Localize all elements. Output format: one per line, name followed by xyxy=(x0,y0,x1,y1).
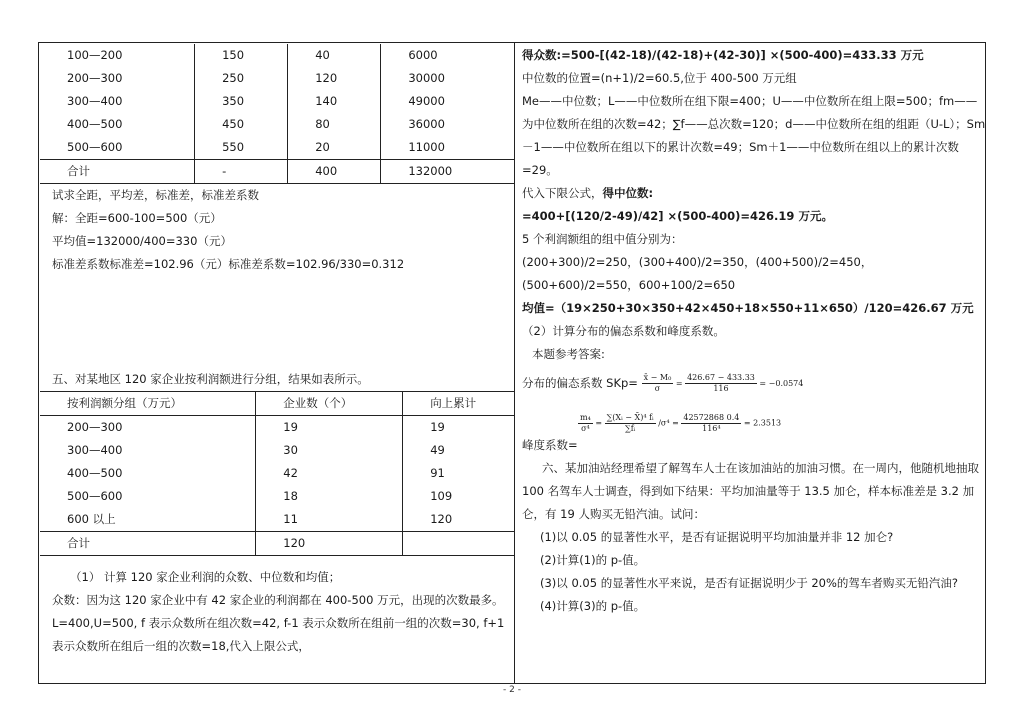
income-table-cell: 49000 xyxy=(381,90,514,113)
profit-table-total-cell: 合计 xyxy=(40,532,256,556)
median-definitions: Me——中位数；L——中位数所在组下限=400；U——中位数所在组上限=500；fm——为中位数所在组的次数=42；∑f——总次数=120；d——中位数所在组的组距（U-L）；Sm－1——中位数所在组以下的累计次数=49；Sm＋1——中位数所在组以上的累计次数=29。 xyxy=(522,94,986,177)
income-table-cell: 20 xyxy=(288,136,381,160)
median-position: 中位数的位置=(n+1)/2=60.5,位于 400-500 万元组 xyxy=(522,71,797,85)
income-table-cell: 30000 xyxy=(381,67,514,90)
column-divider xyxy=(514,42,515,684)
profit-table-cell: 300—400 xyxy=(67,443,123,457)
profit-table-total-cell: 120 xyxy=(256,532,403,556)
income-table-row xyxy=(40,67,514,90)
profit-table-total-row xyxy=(40,532,514,556)
profit-table-header-cell: 向上累计 xyxy=(403,392,514,416)
income-table-row xyxy=(40,90,514,113)
income-table-cell: 40 xyxy=(288,44,381,67)
income-table-cell: 100—200 xyxy=(67,48,123,62)
profit-table-cell: 400—500 xyxy=(67,466,123,480)
income-table-row xyxy=(40,136,514,160)
solution-line: 解：全距=600-100=500（元） xyxy=(52,211,222,225)
profit-table-header-cell: 企业数（个） xyxy=(256,392,403,416)
income-table-row xyxy=(40,44,514,67)
income-table-cell: 6000 xyxy=(381,44,514,67)
kurtosis-label: 峰度系数= xyxy=(522,437,578,452)
mode-result: 得众数:=500-[(42-18)/(42-18)+(42-30)] ×(500-400)=433.33 万元 xyxy=(522,48,924,62)
income-table-cell: 36000 xyxy=(381,113,514,136)
reference-answer-label: 本题参考答案: xyxy=(532,347,605,361)
income-table-total-cell: 400 xyxy=(288,160,381,184)
profit-table-row xyxy=(40,485,514,508)
income-table-cell: 250 xyxy=(195,67,288,90)
solution-line: 标准差系数标准差=102.96（元）标准差系数=102.96/330=0.312 xyxy=(52,257,405,271)
profit-table-header-cell: 按利润额分组（万元） xyxy=(40,392,256,416)
page-number: - 2 - xyxy=(503,685,521,695)
income-table-cell: 450 xyxy=(195,113,288,136)
solution-line: 试求全距，平均差，标准差，标准差系数 xyxy=(52,188,259,202)
income-table-cell: 500—600 xyxy=(67,140,123,154)
question-6-item: (3)以 0.05 的显著性水平来说，是否有证据说明少于 20%的驾车者购买无铅汽油? xyxy=(540,575,959,590)
mean-result: 均值=（19×250+30×350+42×450+18×550+11×650）/120=426.67 万元 xyxy=(522,301,974,315)
profit-table xyxy=(40,391,514,556)
solution-line: 平均值=132000/400=330（元） xyxy=(52,234,232,248)
profit-table-total-cell xyxy=(403,532,514,556)
income-table-cell: 200—300 xyxy=(67,71,123,85)
income-table xyxy=(40,44,514,184)
income-table-cell: 11000 xyxy=(381,136,514,160)
profit-table-cell: 18 xyxy=(256,485,403,508)
profit-table-cell: 42 xyxy=(256,462,403,485)
skewness-line: 分布的偏态系数 SKp= $\frac{\text{x̄ − M₀}}{\sigma}$ = $\frac{426.67 - 433.33}{116}$ = −0.0574 xyxy=(520,368,986,399)
income-table-cell: 300—400 xyxy=(67,94,123,108)
kurtosis-line xyxy=(520,413,986,434)
profit-table-cell: 19 xyxy=(403,416,514,440)
right-column xyxy=(520,44,986,618)
profit-table-cell: 30 xyxy=(256,439,403,462)
income-table-row xyxy=(40,113,514,136)
income-table-total-cell: - xyxy=(195,160,288,184)
income-table-cell: 80 xyxy=(288,113,381,136)
solution-line: 表示众数所在组后一组的次数=18,代入上限公式， xyxy=(52,639,310,653)
income-table-cell: 550 xyxy=(195,136,288,160)
median-result: =400+[(120/2-49)/42] ×(500-400)=426.19 万元。 xyxy=(522,209,833,223)
solution-line: L=400,U=500, f 表示众数所在组次数=42, f-1 表示众数所在组前一组的次数=30, f+1 xyxy=(52,616,505,630)
profit-table-cell: 11 xyxy=(256,508,403,532)
profit-table-row xyxy=(40,462,514,485)
profit-table-row xyxy=(40,416,514,440)
midpoint-title: 5 个利润额组的组中值分别为： xyxy=(522,232,683,246)
income-table-cell: 350 xyxy=(195,90,288,113)
question-6-item: (2)计算(1)的 p-值。 xyxy=(540,552,646,567)
income-table-cell: 120 xyxy=(288,67,381,90)
income-table-cell: 140 xyxy=(288,90,381,113)
kurtosis-formula: $\frac{\text{m₄}}{\text{σ⁴}}$ = $\frac{\text{∑(Xᵢ − X̄)⁴ fᵢ}}{\text{∑fᵢ}}$ /σ⁴ = $\frac{42572868 0.4}{\text{116⁴}}$ = 2.3513 xyxy=(580,412,782,433)
profit-table-cell: 120 xyxy=(403,508,514,532)
question-6-item: (1)以 0.05 的显著性水平，是否有证据说明平均加油量并非 12 加仑? xyxy=(540,529,894,544)
skewness-formula: $\frac{\text{x̄ − M₀}}{\sigma}$ = $\frac{426.67 - 433.33}{116}$ = −0.0574 xyxy=(643,373,804,393)
midpoint-values: (200+300)/2=250，(300+400)/2=350，(400+500)/2=450，(500+600)/2=550，600+100/2=650 xyxy=(522,255,873,292)
profit-table-cell: 49 xyxy=(403,439,514,462)
question-5-part-2: （2）计算分布的偏态系数和峰度系数。 xyxy=(522,324,725,338)
profit-table-row xyxy=(40,439,514,462)
solution-line: （1） 计算 120 家企业利润的众数、中位数和均值； xyxy=(70,570,341,584)
profit-table-cell: 109 xyxy=(403,485,514,508)
income-table-total-cell: 合计 xyxy=(40,160,195,184)
profit-table-row xyxy=(40,508,514,532)
question-6: 六、某加油站经理希望了解驾车人士在该加油站的加油习惯。在一周内，他随机地抽取 100 名驾车人士调查，得到如下结果：平均加油量等于 13.5 加仑，样本标准差是 3.2 加仑，有 19 人购买无铅汽油。试问： xyxy=(522,460,979,521)
solution-line: 众数：因为这 120 家企业中有 42 家企业的利润都在 400-500 万元，出现的次数最多。 xyxy=(52,593,504,607)
solution-block-1 xyxy=(40,184,514,276)
question-5-title: 五、对某地区 120 家企业按利润额进行分组，结果如表所示。 xyxy=(52,372,369,386)
question-6-item: (4)计算(3)的 p-值。 xyxy=(540,598,646,613)
left-column xyxy=(40,44,514,658)
profit-table-cell: 500—600 xyxy=(67,489,123,503)
income-table-total-cell: 132000 xyxy=(381,160,514,184)
profit-table-cell: 19 xyxy=(256,416,403,440)
solution-block-2 xyxy=(40,566,514,658)
profit-table-header-row xyxy=(40,392,514,416)
question-6-items xyxy=(520,526,986,618)
profit-table-cell: 91 xyxy=(403,462,514,485)
income-table-total-row xyxy=(40,160,514,184)
profit-table-cell: 600 以上 xyxy=(67,512,116,526)
income-table-cell: 400—500 xyxy=(67,117,123,131)
income-table-cell: 150 xyxy=(195,44,288,67)
median-intro: 代入下限公式，得中位数: xyxy=(522,186,654,200)
profit-table-cell: 200—300 xyxy=(67,420,123,434)
